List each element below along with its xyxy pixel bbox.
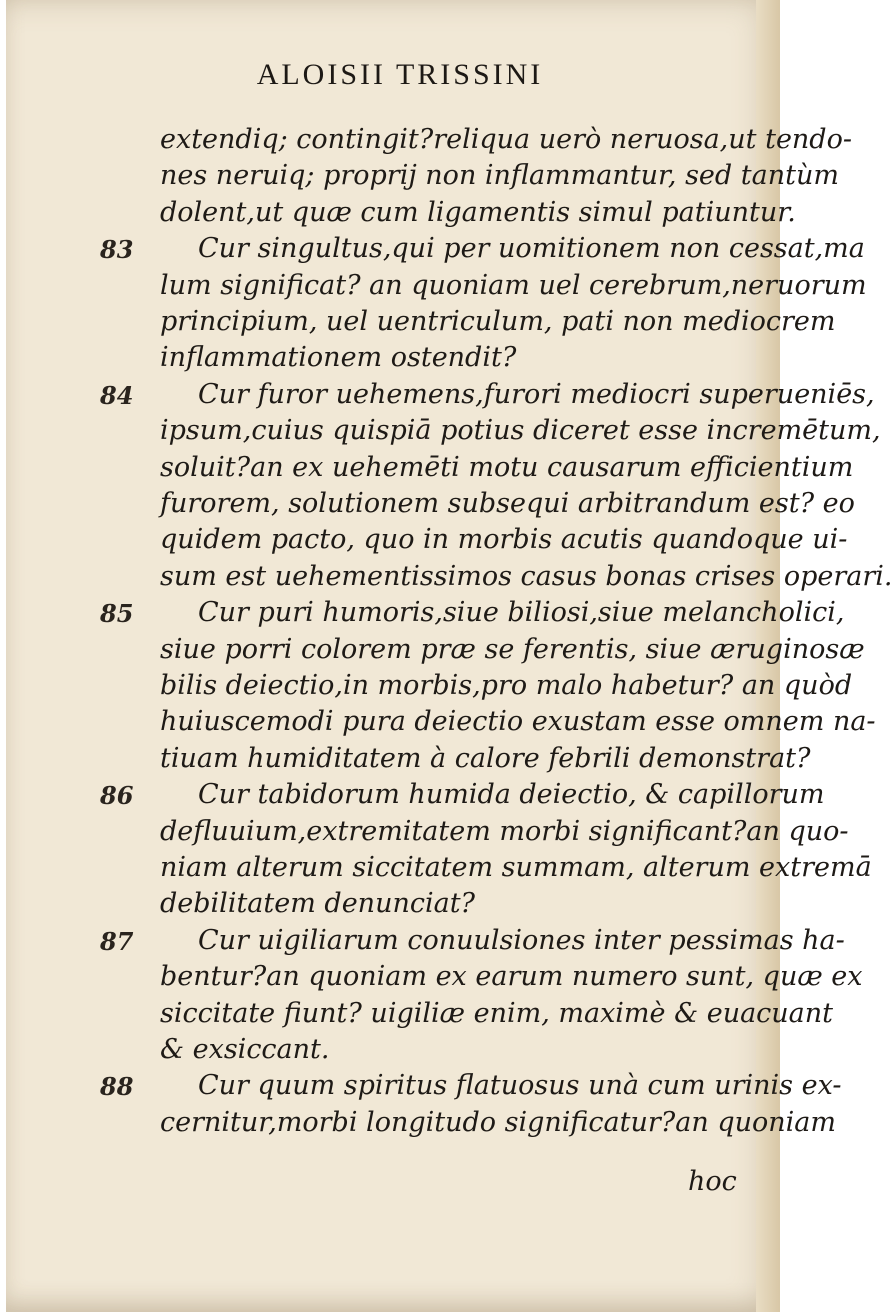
- text-line: Cur uigiliarum conuulsiones inter pessimas ha-: [198, 924, 845, 956]
- text-line: ipsum,cuius quispiā potius diceret esse incremētum,: [160, 415, 881, 447]
- text-line: siccitate fiunt? uigiliæ enim, maximè & euacuant: [160, 997, 834, 1029]
- entry-number: 85: [100, 599, 134, 629]
- text-line: siue porri colorem præ se ferentis, siue æruginosæ: [160, 633, 865, 665]
- running-head: ALOISII TRISSINI: [256, 58, 544, 91]
- entry-number: 88: [100, 1072, 134, 1102]
- text-line: extendiq; contingit?reliqua uerò neruosa,ut tendo-: [160, 124, 852, 155]
- text-line: & exsiccant.: [160, 1034, 330, 1065]
- text-line: defluuium,extremitatem morbi significant?an quo-: [160, 815, 849, 847]
- entry-number: 87: [100, 926, 134, 956]
- text-line: Cur singultus,qui per uomitionem non cessat,ma: [198, 233, 865, 265]
- text-line: inflammationem ostendit?: [160, 342, 517, 374]
- text-line: tiuam humiditatem à calore febrili demonstrat?: [160, 742, 811, 774]
- entry-number: 84: [100, 380, 134, 410]
- text-line: Cur quum spiritus flatuosus unà cum urinis ex-: [198, 1070, 842, 1102]
- text-line: dolent,ut quæ cum ligamentis simul patiuntur.: [160, 196, 796, 228]
- text-line: principium, uel uentriculum, pati non mediocrem: [160, 306, 836, 337]
- text-line: Cur furor uehemens,furori mediocri superueniēs,: [198, 378, 875, 410]
- entry-number: 83: [100, 235, 134, 265]
- text-line: debilitatem denunciat?: [160, 888, 476, 920]
- entry-number: 86: [100, 781, 134, 811]
- text-line: Cur tabidorum humida deiectio, & capillorum: [198, 779, 825, 811]
- catchword: hoc: [688, 1166, 737, 1197]
- text-line: huiuscemodi pura deiectio exustam esse omnem na-: [160, 706, 876, 738]
- text-line: cernitur,morbi longitudo significatur?an quoniam: [160, 1106, 836, 1138]
- text-line: niam alterum siccitatem summam, alterum extremā: [160, 852, 872, 883]
- text-line: nes neruiq; proprij non inflammantur, sed tantùm: [160, 160, 839, 192]
- text-line: lum significat? an quoniam uel cerebrum,neruorum: [160, 269, 867, 301]
- text-line: Cur puri humoris,siue biliosi,siue melancholici,: [198, 597, 845, 629]
- text-line: quidem pacto, quo in morbis acutis quandoque ui-: [160, 524, 848, 556]
- text-line: sum est uehementissimos casus bonas crises operari.: [160, 560, 892, 592]
- text-line: furorem, solutionem subsequi arbitrandum est? eo: [160, 488, 855, 519]
- text-line: bilis deiectio,in morbis,pro malo habetur? an quòd: [160, 670, 853, 701]
- text-line: soluit?an ex uehemēti motu causarum efficientium: [160, 451, 854, 483]
- text-line: bentur?an quoniam ex earum numero sunt, quæ ex: [160, 961, 863, 993]
